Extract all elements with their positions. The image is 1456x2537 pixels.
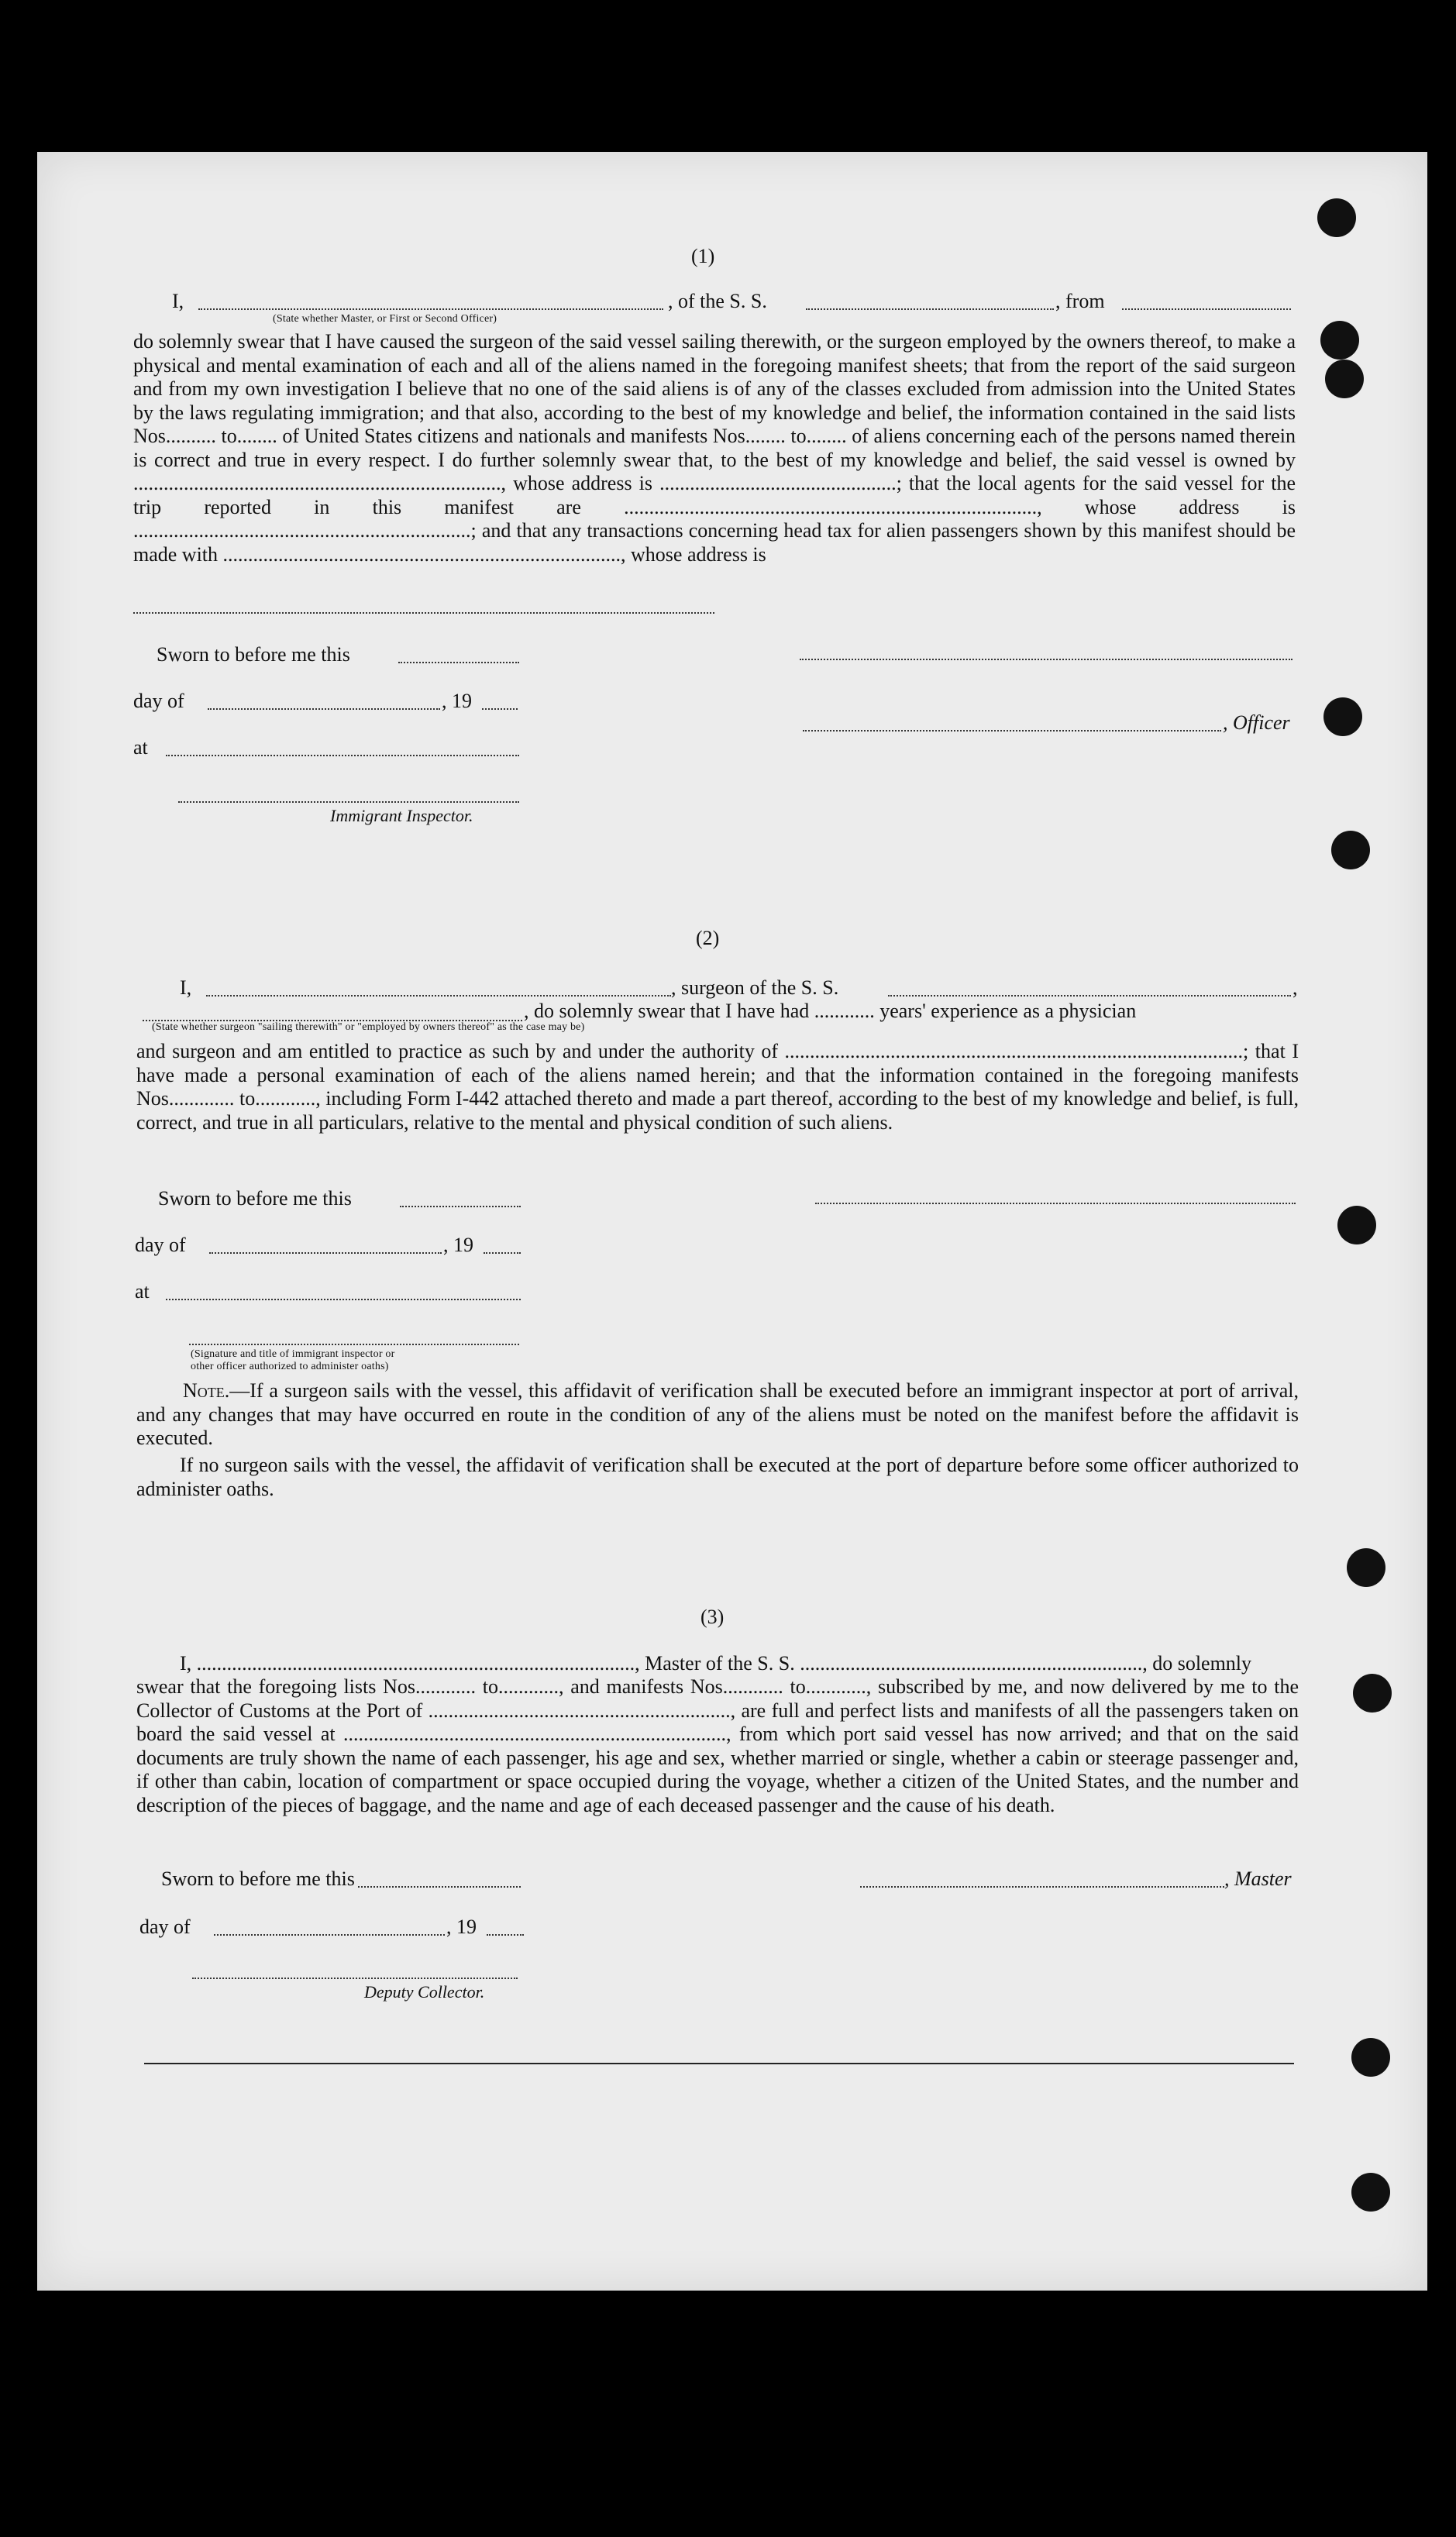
section-2-day-field [209, 1252, 442, 1254]
section-1-final-address-field [133, 612, 714, 614]
section-2-signature-note-2: other officer authorized to administer oaths) [191, 1361, 389, 1372]
section-2-sworn-date-field [400, 1206, 521, 1207]
section-1-inspector-signature-field [178, 801, 519, 803]
section-3-day-label: day of [139, 1916, 191, 1938]
section-1-sworn-label: Sworn to before me this [157, 643, 350, 666]
section-2-surgeon-name-field [206, 995, 671, 997]
section-3-sworn-date-field [358, 1886, 521, 1888]
section-1-officer-signature-top [800, 659, 1293, 660]
punch-hole-6 [1337, 1206, 1376, 1244]
section-2-year-field [484, 1252, 521, 1254]
section-2-sworn-label: Sworn to before me this [158, 1187, 352, 1210]
section-3-year-label: , 19 [446, 1916, 477, 1938]
section-2-oath-paragraph: and surgeon and am entitled to practice as such by and under the authority of ...........................................................................................; that I have made a personal examination of each of the aliens named herein; and that the information contained in the foregoing manifests Nos............. to............, including Form I-442 attached thereto and made a part thereof, according to the best of my knowledge and belief, is full, correct, and true in all particulars, relative to the mental and physical condition of such aliens. [136, 1040, 1299, 1134]
section-1-number: (1) [691, 245, 715, 267]
section-2-comma: , [1293, 976, 1298, 999]
section-1-of-ss-label: , of the S. S. [668, 290, 767, 312]
section-2-inspector-signature-field [189, 1344, 519, 1345]
section-1-oath-paragraph: do solemnly swear that I have caused the surgeon of the said vessel sailing therewith, or the surgeon employed by the owners thereof, to make a physical and mental examination of each and all of the aliens named in the foregoing manifest sheets; that from the report of the said surgeon and from my own investigation I believe that no one of the said aliens is of any of the classes excluded from admission into the United States by the laws regulating immigration; and that also, according to the best of my knowledge and belief, the information contained in the said lists Nos.......... to........ of United States citizens and nationals and manifests Nos........ to........ of aliens concerning each of the persons named therein is correct and true in every respect. I do further solemnly swear that, to the best of my knowledge and belief, the said vessel is owned by ........................................................................., whose address is ...............................................; that the local agents for the said vessel for the trip reported in this manifest are .................................................................................., whose address is ...................................................................; and that any transactions concerning head tax for alien passengers shown by this manifest should be made with ..............................................................................., whose address is [133, 330, 1296, 566]
punch-hole-7 [1347, 1548, 1385, 1587]
section-2-i-label: I, [180, 976, 192, 999]
section-1-year-label: , 19 [442, 690, 472, 712]
section-3-oath-paragraph: swear that the foregoing lists Nos............ to............, and manifests Nos............ to............, subscribed by me, and now delivered by me to the Collector of Customs at the Port of ............................................................, are full and perfect lists and manifests of all the passengers taken on board the said vessel at ............................................................................, from which port said vessel has now arrived; and that on the said documents are truly shown the name of each passenger, his age and sex, whether married or single, whether a cabin or steerage passenger and, if other than cabin, location of compartment or space occupied during the voyage, whether a citizen of the United States, and the number and description of the pieces of baggage, and the name and age of each deceased passenger and the cause of his death. [136, 1675, 1299, 1816]
section-1-inspector-label: Immigrant Inspector. [330, 806, 473, 825]
punch-hole-4 [1323, 697, 1362, 736]
punch-hole-5 [1331, 831, 1370, 869]
section-1-officer-signature-field [803, 730, 1221, 731]
section-2-swear-line: , do solemnly swear that I have had ............ years' experience as a physician [524, 1000, 1137, 1022]
section-1-from-field [1122, 308, 1291, 310]
punch-hole-8 [1353, 1674, 1392, 1713]
section-3-number: (3) [700, 1606, 725, 1628]
section-1-day-label: day of [133, 690, 184, 712]
section-3-year-field [487, 1934, 524, 1936]
punch-hole-9 [1351, 2038, 1390, 2077]
punch-hole-3 [1325, 360, 1364, 398]
section-2-state-note: (State whether surgeon "sailing therewith" or "employed by owners thereof" as the case may be) [152, 1021, 585, 1033]
section-3-sworn-label: Sworn to before me this [161, 1867, 355, 1890]
section-2-number: (2) [696, 927, 720, 949]
section-2-signature-note-1: (Signature and title of immigrant inspector or [191, 1348, 395, 1360]
section-1-year-field [482, 708, 518, 710]
section-3-first-line: I, ......................................................................................., Master of the S. S. ...................................................................., do solemnly [180, 1652, 1252, 1675]
punch-hole-2 [1320, 321, 1359, 360]
section-2-at-label: at [135, 1280, 150, 1303]
section-2-note [136, 1379, 1299, 1451]
section-1-from-label: , from [1055, 290, 1105, 312]
section-1-officer-name-field [198, 308, 663, 310]
section-3-master-signature-field [860, 1886, 1224, 1888]
section-2-day-label: day of [135, 1234, 186, 1256]
section-2-vessel-field [888, 995, 1291, 997]
section-2-note-text: —If a surgeon sails with the vessel, this affidavit of verification shall be executed before an immigrant inspector at port of arrival, and any changes that may have occurred en route in the condition of any of the aliens must be noted on the manifest before the affidavit is executed. [136, 1379, 1299, 1449]
section-2-signature-field [815, 1203, 1296, 1204]
section-3-master-label: , Master [1224, 1867, 1292, 1890]
section-3-deputy-signature-field [192, 1978, 518, 1979]
section-1-officer-label: , Officer [1223, 711, 1290, 734]
punch-hole-1 [1317, 198, 1356, 237]
punch-hole-10 [1351, 2173, 1390, 2212]
section-2-surgeon-of-label: , surgeon of the S. S. [671, 976, 839, 999]
section-2-at-field [166, 1299, 521, 1300]
section-1-at-label: at [133, 736, 148, 759]
section-2-note-label: Note. [183, 1379, 230, 1402]
section-2-year-label: , 19 [443, 1234, 473, 1256]
section-1-vessel-field [806, 308, 1054, 310]
section-3-deputy-label: Deputy Collector. [364, 1982, 485, 2002]
section-1-sworn-date-field [398, 662, 519, 663]
section-1-i-label: I, [172, 290, 184, 312]
section-2-note-2: If no surgeon sails with the vessel, the affidavit of verification shall be executed at the port of departure before some officer authorized to administer oaths. [136, 1454, 1299, 1500]
section-1-day-field [208, 708, 440, 710]
bottom-rule [144, 2063, 1294, 2064]
section-1-at-field [166, 755, 519, 756]
section-3-day-field [214, 1934, 445, 1936]
section-1-state-note: (State whether Master, or First or Second Officer) [273, 313, 497, 325]
